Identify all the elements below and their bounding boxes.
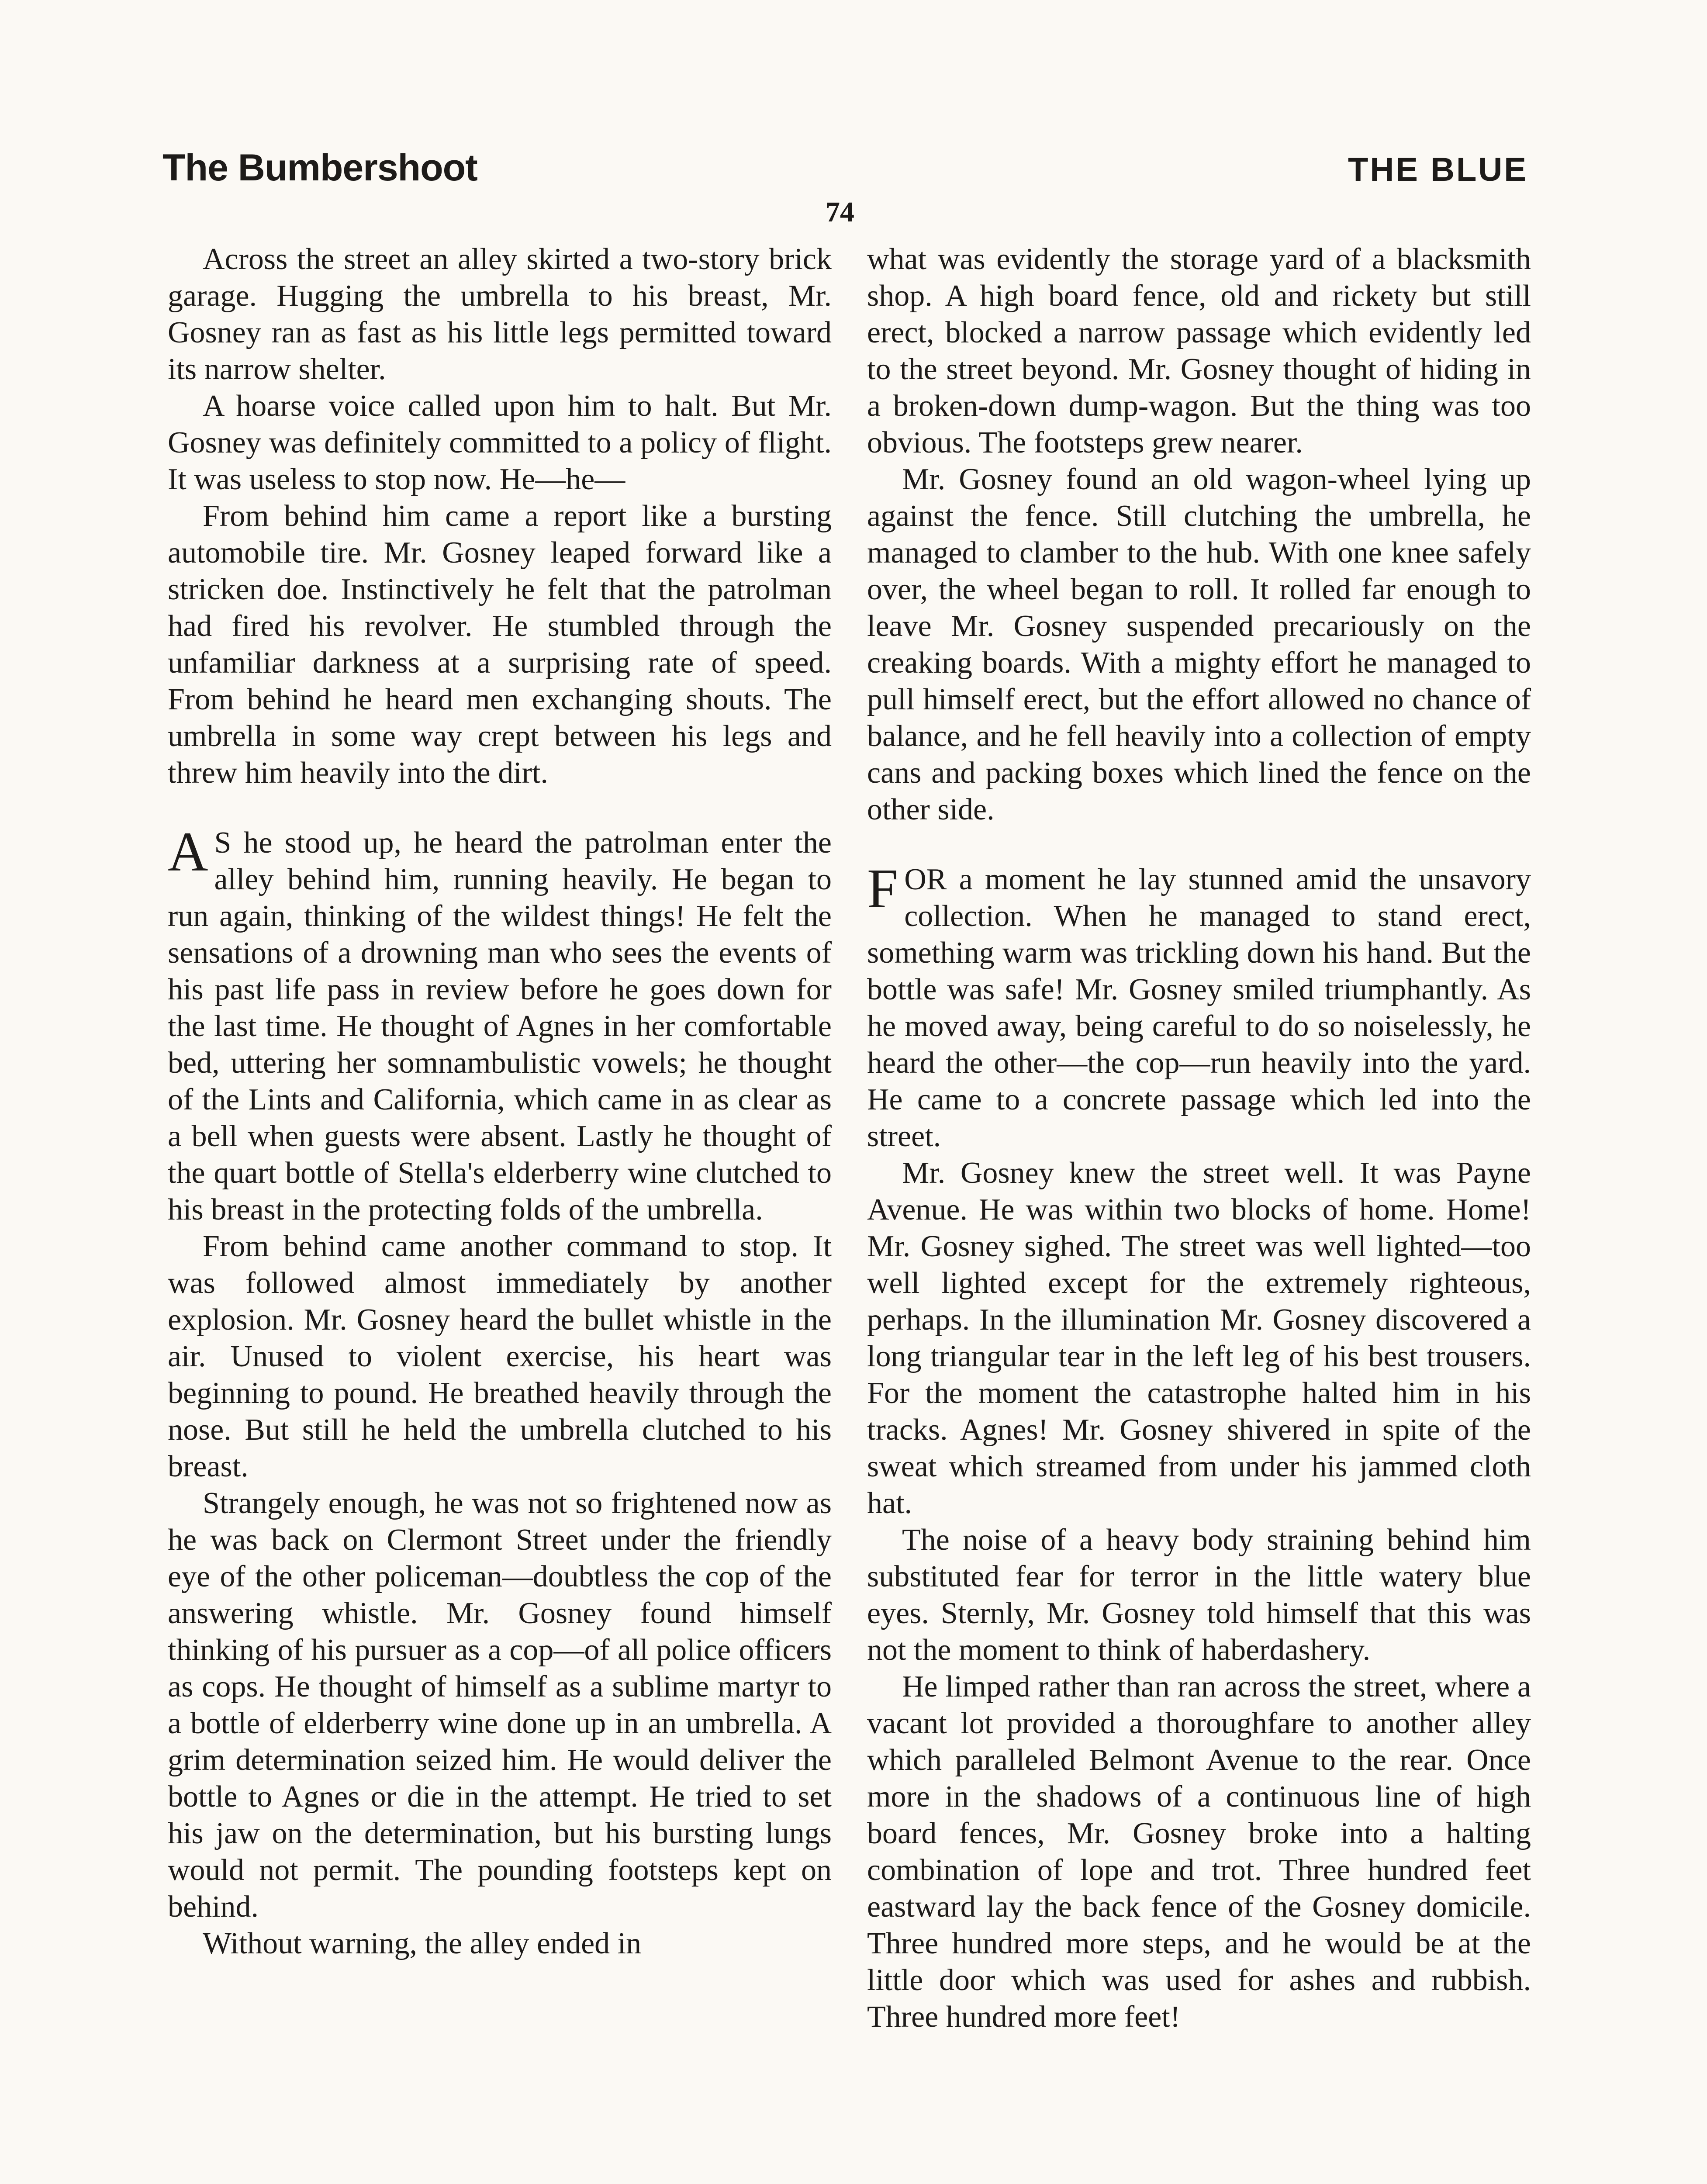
paragraph: From behind him came a report like a bursting automobile tire. Mr. Gosney leaped forward like a stricken doe. Instinctively he felt that the patrolman had fired his revolver. He stumbled through the unfamiliar darkness at a surprising rate of speed. From behind he heard men exchanging shouts. The umbrella in some way crept between his legs and threw him heavily into the dirt. [168,499,832,790]
paragraph: Mr. Gosney knew the street well. It was Payne Avenue. He was within two blocks of home. Home! Mr. Gosney sighed. The street was well lighted—too well lighted except for the extremely righteous, perhaps. In the illumination Mr. Gosney discovered a long triangular tear in the left leg of his best trousers. For the moment the catastrophe halted him in his tracks. Agnes! Mr. Gosney shivered in spite of the sweat which streamed from under his jammed cloth hat. [867,1156,1531,1520]
section-opening-paragraph [867,857,1531,1155]
paragraph-text: S he stood up, he heard the patrolman enter the alley behind him, running heavily. He began to run again, thinking of the wildest things! He felt the sensations of a drowning man who sees the events of his past life pass in review before he goes down for the last time. He thought of Agnes in her comfortable bed, uttering her somnambulistic vowels; he thought of the Lints and California, which came in as clear as a bell when guests were absent. Lastly he thought of the quart bottle of Stella's elderberry wine clutched to his breast in the protecting folds of the umbrella. [168,826,832,1227]
drop-cap: A [168,821,208,883]
section-opening-paragraph [168,821,832,1228]
right-column [867,241,1531,2035]
paragraph: what was evidently the storage yard of a blacksmith shop. A high board fence, old and rickety but still erect, blocked a narrow passage which evidently led to the street beyond. Mr. Gosney thought of hiding in a broken-down dump-wagon. But the thing was too obvious. The footsteps grew nearer. [867,242,1531,460]
paragraph: Across the street an alley skirted a two-story brick garage. Hugging the umbrella to his breast, Mr. Gosney ran as fast as his little legs permitted toward its narrow shelter. [168,242,832,386]
left-column [168,241,832,1962]
paragraph: Strangely enough, he was not so frightened now as he was back on Clermont Street under the friendly eye of the other policeman—doubtless the cop of the answering whistle. Mr. Gosney found himself thinking of his pursuer as a cop—of all police officers as cops. He thought of himself as a sublime martyr to a bottle of elderberry wine done up in an umbrella. A grim determination seized him. He would deliver the bottle to Agnes or die in the attempt. He tried to set his jaw on the determination, but his bursting lungs would not permit. The pounding footsteps kept on behind. [168,1486,832,1924]
story-title: The Bumbershoot [162,147,477,189]
paragraph: The noise of a heavy body straining behind him substituted fear for terror in the little watery blue eyes. Sternly, Mr. Gosney told himself that this was not the moment to think of haberdashery. [867,1523,1531,1667]
paragraph: From behind came another command to stop. It was followed almost immediately by another explosion. Mr. Gosney heard the bullet whistle in the air. Unused to violent exercise, his heart was beginning to pound. He breathed heavily through the nose. But still he held the umbrella clutched to his breast. [168,1230,832,1483]
paragraph: Mr. Gosney found an old wagon-wheel lying up against the fence. Still clutching the umbrella, he managed to clamber to the hub. With one knee safely over, the wheel began to roll. It rolled far enough to leave Mr. Gosney suspended precariously on the creaking boards. With a mighty effort he managed to pull himself erect, but the effort allowed no chance of balance, and he fell heavily into a collection of empty cans and packing boxes which lined the fence on the other side. [867,463,1531,826]
paragraph-text: OR a moment he lay stunned amid the unsavory collection. When he managed to stand erect, something warm was trickling down his hand. But the bottle was safe! Mr. Gosney smiled triumphantly. As he moved away, being careful to do so noiselessly, he heard the other—the cop—run heavily into the yard. He came to a concrete passage which led into the street. [867,863,1531,1153]
paragraph: A hoarse voice called upon him to halt. But Mr. Gosney was definitely committed to a policy of flight. It was useless to stop now. He—he— [168,389,832,496]
page-number: 74 [826,196,854,228]
drop-cap: F [867,857,898,919]
paragraph: Without warning, the alley ended in [203,1927,642,1960]
paragraph: He limped rather than ran across the street, where a vacant lot provided a thoroughfare to another alley which paralleled Belmont Avenue to the rear. Once more in the shadows of a continuous line of high board fences, Mr. Gosney broke into a halting combination of lope and trot. Three hundred feet eastward lay the back fence of the Gosney domicile. Three hundred more steps, and he would be at the little door which was used for ashes and rubbish. Three hundred more feet! [867,1670,1531,2034]
magazine-title: THE BLUE [1348,151,1528,188]
